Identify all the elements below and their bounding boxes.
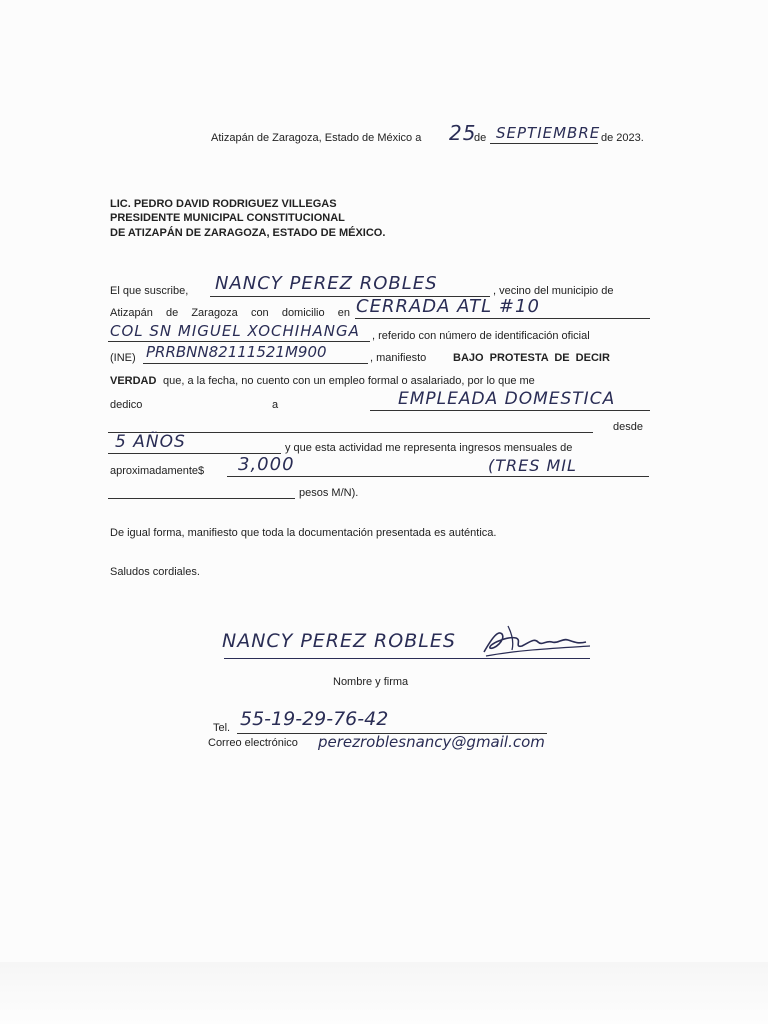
tel-label: Tel. <box>213 722 231 734</box>
verdad-text: VERDAD <box>110 375 157 387</box>
handwritten-address-1: CERRADA ATL #10 <box>356 296 540 317</box>
email-label: Correo electrónico <box>208 737 298 749</box>
date-place-text: Atizapán de Zaragoza, Estado de México a <box>211 132 422 144</box>
addressee-line-1: LIC. PEDRO DAVID RODRIGUEZ VILLEGAS <box>110 198 337 210</box>
desde-text: desde <box>613 421 643 433</box>
atizapan-domicilio-text: Atizapán de Zaragoza con domicilio en <box>110 307 350 319</box>
bajo-protesta-text: BAJO PROTESTA DE DECIR <box>453 352 610 364</box>
que-a-la-fecha-text: que, a la fecha, no cuento con un empleo formal o asalariado, por lo que me <box>163 375 535 387</box>
de-igual-forma-text: De igual forma, manifiesto que toda la documentación presentada es auténtica. <box>110 527 497 539</box>
amount-underline <box>227 476 649 477</box>
date-de-text: de <box>474 132 487 144</box>
handwritten-day: 25 <box>449 121 477 145</box>
a-text: a <box>272 399 279 411</box>
referido-text: , referido con número de identificación oficial <box>372 330 590 342</box>
addressee-line-2: PRESIDENTE MUNICIPAL CONSTITUCIONAL <box>110 212 345 224</box>
handwritten-amount-words: (TRES MIL <box>488 456 577 475</box>
pesos-text: pesos M/N). <box>299 487 359 499</box>
y-que-text: y que esta actividad me representa ingresos mensuales de <box>285 442 573 454</box>
address2-underline <box>108 341 370 342</box>
ine-underline <box>143 363 368 364</box>
handwritten-duration: 5 AÑOS <box>115 432 186 452</box>
month-underline <box>490 143 598 144</box>
date-year-text: de 2023. <box>601 132 644 144</box>
signature-underline <box>224 658 590 659</box>
handwritten-email: perezroblesnancy@gmail.com <box>318 733 545 751</box>
handwritten-ine: PRRBNN82111521M900 <box>146 343 327 361</box>
address1-underline <box>355 318 650 319</box>
addressee-line-3: DE ATIZAPÁN DE ZARAGOZA, ESTADO DE MÉXICO. <box>110 227 386 239</box>
handwritten-signature-name: NANCY PEREZ ROBLES <box>222 630 456 652</box>
handwritten-tel: 55-19-29-76-42 <box>240 708 389 730</box>
blank-underline-2 <box>108 498 295 499</box>
manifiesto-text: , manifiesto <box>370 352 427 364</box>
dedico-text: dedico <box>110 399 143 411</box>
handwritten-occupation: EMPLEADA DOMESTICA <box>398 389 616 409</box>
occupation-underline <box>370 410 650 411</box>
ine-label: (INE) <box>110 352 136 364</box>
signature-scribble-icon <box>478 616 593 662</box>
nombre-y-firma-label: Nombre y firma <box>333 676 409 688</box>
saludos-text: Saludos cordiales. <box>110 566 200 578</box>
handwritten-address-2: COL SN MIGUEL XOCHIHANGA <box>110 322 360 340</box>
el-que-suscribe-text: El que suscribe, <box>110 285 189 297</box>
aproximadamente-text: aproximadamente$ <box>110 465 205 477</box>
handwritten-name: NANCY PEREZ ROBLES <box>215 273 438 294</box>
handwritten-month: SEPTIEMBRE <box>496 124 601 142</box>
handwritten-amount: 3,000 <box>238 454 295 475</box>
vecino-text: , vecino del municipio de <box>493 285 614 297</box>
